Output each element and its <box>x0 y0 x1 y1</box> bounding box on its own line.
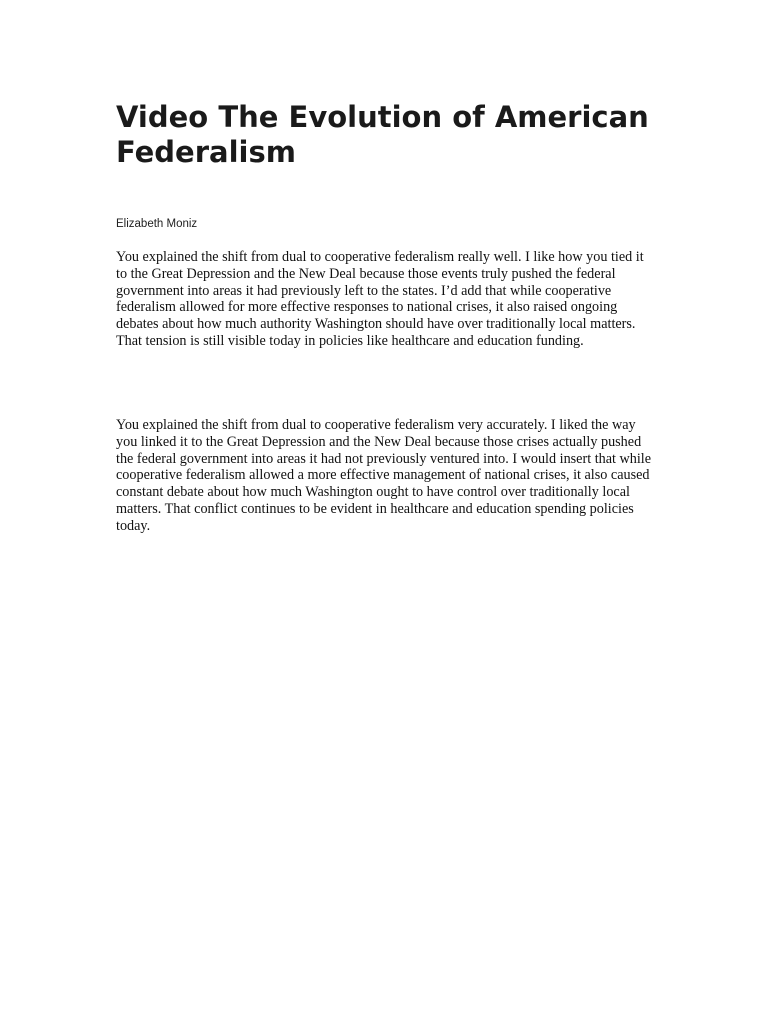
paragraph-1: You explained the shift from dual to cooperative federalism really well. I like how you tied it to the Great Depression and the New Deal because those events truly pushed the federal government into areas it had previously left to the states. I’d add that while cooperative federalism allowed for more effective responses to national crises, it also raised ongoing debates about how much authority Washington should have over traditionally local matters. That tension is still visible today in policies like healthcare and education funding. <box>116 249 644 349</box>
author-name: Elizabeth Moniz <box>116 218 198 230</box>
paragraph-2: You explained the shift from dual to cooperative federalism very accurately. I liked the way you linked it to the Great Depression and the New Deal because those crises actually pushed the federal government into areas it had not previously ventured into. I would insert that while cooperative federalism allowed a more effective management of national crises, it also caused constant debate about how much Washington ought to have control over traditionally local matters. That conflict continues to be evident in healthcare and education spending policies today. <box>116 417 652 534</box>
document-title: Video The Evolution of American Federalism <box>116 100 649 169</box>
